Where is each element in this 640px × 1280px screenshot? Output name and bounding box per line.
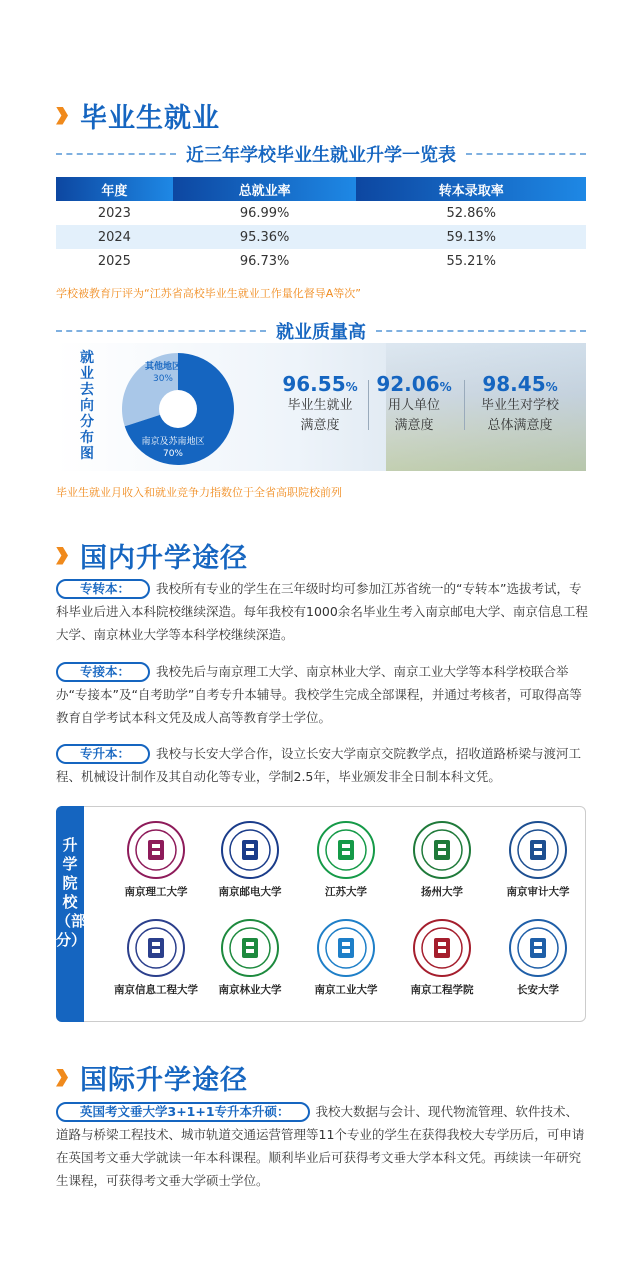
award-note: 学校被教育厅评为“江苏省高校毕业生就业工作量化督导A等次”	[56, 287, 361, 300]
pie-label-other: 其他地区	[144, 362, 182, 372]
stat-value: 98.45	[482, 372, 546, 396]
stat-divider	[464, 380, 465, 430]
njit-seal-icon	[412, 918, 472, 978]
table-row	[56, 225, 586, 249]
pie-value-nanjing: 70%	[162, 449, 184, 459]
ujs-seal-icon	[316, 820, 376, 880]
section-title: 国内升学途径	[80, 543, 248, 574]
stat-value: 96.55	[282, 372, 346, 396]
university-name: 长安大学	[517, 984, 559, 996]
university-name: 扬州大学	[421, 886, 463, 898]
table-cell: 96.73%	[239, 253, 290, 269]
table-cell: 2024	[56, 225, 173, 249]
university-item	[202, 918, 298, 997]
table-cell: 52.86%	[446, 205, 497, 221]
path-tag: 专升本：	[56, 744, 150, 764]
quality-title-row	[56, 318, 586, 344]
table-cell: 59.13%	[356, 225, 586, 249]
chd-seal-icon	[508, 918, 568, 978]
stat-label: 满意度	[394, 418, 434, 433]
table-cell: 55.21%	[446, 253, 497, 269]
table-cell: 95.36%	[173, 225, 357, 249]
table-row	[56, 201, 586, 225]
stat-employer-satisfaction	[364, 372, 464, 436]
section-international-header	[56, 1058, 248, 1097]
university-name: 南京信息工程大学	[114, 984, 198, 996]
intl-paragraph	[56, 1100, 588, 1192]
university-item	[108, 820, 204, 899]
quality-title: 就业质量高	[276, 322, 366, 343]
stat-school-satisfaction	[470, 372, 570, 436]
university-name: 南京工程学院	[410, 984, 474, 996]
income-note: 毕业生就业月收入和就业竞争力指数位于全省高职院校前列	[56, 486, 342, 499]
yzu-tree-icon	[412, 820, 472, 880]
section-title: 毕业生就业	[80, 103, 220, 134]
njtech-shield-icon	[316, 918, 376, 978]
university-name: 南京工业大学	[314, 984, 378, 996]
stat-graduate-satisfaction	[270, 372, 370, 436]
path-paragraph	[56, 577, 588, 646]
arrow-marker-icon	[56, 1069, 68, 1087]
university-name: 南京理工大学	[124, 886, 188, 898]
university-side-label: 升学院校（部分）	[56, 806, 84, 1022]
employment-table	[56, 177, 586, 273]
section-employment-header	[56, 96, 220, 135]
stat-label: 满意度	[300, 418, 340, 433]
stat-unit: %	[545, 380, 558, 394]
stat-label: 总体满意度	[487, 418, 553, 433]
university-item	[108, 918, 204, 997]
table-cell: 2023	[97, 205, 131, 221]
distribution-pie-chart	[115, 346, 241, 472]
table-cell: 96.99%	[239, 205, 290, 221]
stat-unit: %	[345, 380, 358, 394]
university-item	[202, 820, 298, 899]
stat-value: 92.06	[376, 372, 440, 396]
stat-label: 毕业生就业	[287, 398, 353, 413]
njupt-shield-icon	[220, 820, 280, 880]
university-item	[490, 918, 586, 997]
path-text: 我校与长安大学合作，设立长安大学南京交院教学点，招收道路桥梁与渡河工程、机械设计制作及其自动化等专业，学制2.5年，毕业颁发非全日制本科文凭。	[56, 746, 582, 784]
pie-value-other: 30%	[152, 374, 174, 384]
table-header-transfer: 转本录取率	[356, 177, 586, 201]
stat-label: 用人单位	[387, 398, 440, 413]
njust-seal-icon	[126, 820, 186, 880]
path-text: 我校所有专业的学生在三年级时均可参加江苏省统一的“专转本”选拔考试，专科毕业后进入本科院校继续深造。每年我校有1000余名毕业生考入南京邮电大学、南京信息工程大学、南京林业大学等本科学校继续深造。	[56, 581, 588, 642]
section-domestic-header	[56, 536, 248, 575]
table-title-row	[56, 141, 586, 167]
university-item	[298, 918, 394, 997]
path-paragraph	[56, 742, 588, 788]
path-tag: 专接本：	[56, 662, 150, 682]
table-header-year: 年度	[56, 177, 173, 201]
njfu-seal-icon	[220, 918, 280, 978]
university-item	[394, 820, 490, 899]
distribution-vertical-label: 就业去向分布图	[80, 350, 94, 462]
intl-tag: 英国考文垂大学3+1+1专升本升硕：	[56, 1102, 310, 1122]
university-item	[490, 820, 586, 899]
pie-center-hole	[159, 390, 197, 428]
pie-label-nanjing: 南京及苏南地区	[141, 437, 205, 447]
university-name: 南京林业大学	[218, 984, 282, 996]
table-cell: 2025	[97, 253, 131, 269]
stat-label: 毕业生对学校	[480, 398, 559, 413]
intl-text: 我校大数据与会计、现代物流管理、软件技术、道路与桥梁工程技术、城市轨道交通运营管理等11个专业的学生在获得我校大专学历后，可申请在英国考文垂大学就读一年本科课程。顺利毕业后可获得考文垂大学本科文凭。再续读一年研究生课程，可获得考文垂大学硕士学位。	[56, 1104, 585, 1188]
table-title: 近三年学校毕业生就业升学一览表	[186, 145, 456, 166]
university-item	[298, 820, 394, 899]
arrow-marker-icon	[56, 547, 68, 565]
stat-unit: %	[439, 380, 452, 394]
university-name: 江苏大学	[325, 886, 367, 898]
path-text: 我校先后与南京理工大学、南京林业大学、南京工业大学等本科学校联合举办“专接本”及“自考助学”自考专升本辅导。我校学生完成全部课程，并通过考核者，可取得高等教育自学考试本科文凭及成人高等教育学士学位。	[56, 664, 582, 725]
table-header-employment: 总就业率	[173, 177, 357, 201]
section-title: 国际升学途径	[80, 1065, 248, 1096]
path-paragraph	[56, 660, 588, 729]
university-name: 南京邮电大学	[218, 886, 282, 898]
university-name: 南京审计大学	[506, 886, 570, 898]
university-item	[394, 918, 490, 997]
path-tag: 专转本：	[56, 579, 150, 599]
arrow-marker-icon	[56, 107, 68, 125]
nau-seal-icon	[508, 820, 568, 880]
nuist-seal-icon	[126, 918, 186, 978]
table-row	[56, 249, 586, 273]
